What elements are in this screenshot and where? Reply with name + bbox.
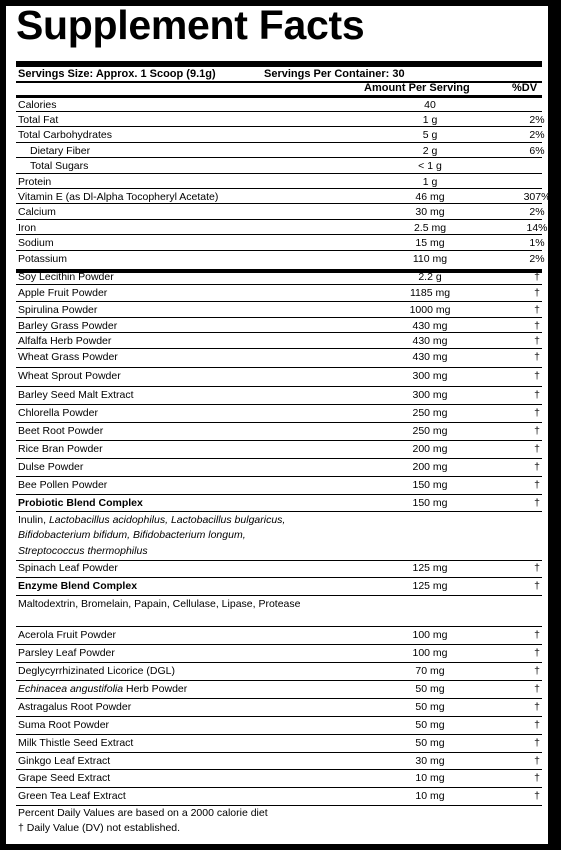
ingredient-row (18, 460, 542, 474)
ingredient-name: Parsley Leaf Powder (18, 647, 115, 659)
ingredient-row (18, 175, 542, 189)
row-separator (16, 301, 542, 302)
ingredient-row (18, 98, 542, 112)
daily-value-percent: † (534, 683, 540, 695)
ingredient-name: Calcium (18, 206, 56, 218)
ingredient-row (18, 579, 542, 593)
daily-value-percent: † (534, 425, 540, 437)
ingredient-name: Spirulina Powder (18, 304, 98, 316)
ingredient-name: Milk Thistle Seed Extract (18, 737, 134, 749)
amount-per-serving: 15 mg (415, 237, 445, 249)
amount-per-serving: 150 mg (412, 479, 448, 491)
row-separator (16, 662, 542, 663)
row-separator (16, 404, 542, 405)
ingredient-row (18, 754, 542, 768)
daily-value-percent: 2% (529, 206, 545, 218)
row-separator (16, 203, 542, 204)
amount-per-serving: 30 mg (415, 755, 445, 767)
ingredient-row (18, 424, 542, 438)
daily-value-percent: † (534, 562, 540, 574)
row-separator (16, 250, 542, 251)
daily-value-percent: † (534, 772, 540, 784)
amount-per-serving: 1 g (422, 176, 438, 188)
ingredient-name: Alfalfa Herb Powder (18, 335, 112, 347)
ingredient-row (18, 628, 542, 642)
ingredient-row (18, 270, 542, 284)
ingredient-row (18, 221, 548, 235)
daily-value-percent: † (534, 479, 540, 491)
ingredient-row (18, 319, 542, 333)
ingredient-name: Protein (18, 176, 52, 188)
daily-value-percent: † (534, 370, 540, 382)
amount-per-serving: 125 mg (412, 580, 448, 592)
ingredient-row (18, 682, 542, 696)
daily-value-percent: † (534, 719, 540, 731)
ingredient-name: Grape Seed Extract (18, 772, 111, 784)
row-separator (16, 458, 542, 459)
amount-per-serving: 430 mg (412, 335, 448, 347)
ingredient-row (18, 236, 545, 250)
row-separator (16, 716, 542, 717)
amount-per-serving: 430 mg (412, 351, 448, 363)
enzyme-ingredients: Maltodextrin, Bromelain, Papain, Cellulase, Lipase, Protease (18, 598, 301, 610)
row-separator (16, 595, 542, 596)
ingredient-name: Soy Lecithin Powder (18, 271, 114, 283)
daily-value-percent: 1% (529, 237, 545, 249)
panel-title: Supplement Facts (16, 2, 365, 48)
daily-value-percent: † (534, 497, 540, 509)
row-separator (16, 332, 542, 333)
daily-value-percent: † (534, 271, 540, 283)
servings-per-container: Servings Per Container: 30 (264, 68, 405, 80)
amount-per-serving: 70 mg (415, 665, 445, 677)
ingredient-name: Iron (18, 222, 37, 234)
ingredient-row (18, 334, 542, 348)
ingredient-row (18, 113, 545, 127)
row-separator (16, 805, 542, 806)
daily-value-percent: † (534, 701, 540, 713)
daily-value-percent: † (534, 755, 540, 767)
ingredient-name: Dietary Fiber (30, 145, 91, 157)
row-separator (16, 422, 542, 423)
ingredient-row (18, 718, 542, 732)
amount-per-serving: 250 mg (412, 407, 448, 419)
row-separator (16, 752, 542, 753)
daily-value-percent: 2% (529, 253, 545, 265)
ingredient-row (18, 303, 542, 317)
ingredient-row (18, 406, 542, 420)
row-separator (16, 126, 542, 127)
probiotic-ingredients-line-1: Inulin, Lactobacillus acidophilus, Lactobacillus bulgaricus, (18, 514, 286, 526)
row-separator (16, 769, 542, 770)
row-separator (16, 626, 542, 627)
daily-value-percent: † (534, 580, 540, 592)
amount-per-serving: 10 mg (415, 790, 445, 802)
ingredient-name: Bee Pollen Powder (18, 479, 108, 491)
ingredient-row (18, 388, 542, 402)
row-separator (16, 317, 542, 318)
row-separator (16, 698, 542, 699)
row-separator (16, 173, 542, 174)
row-separator (16, 219, 542, 220)
amount-per-serving: 10 mg (415, 772, 445, 784)
amount-per-serving: 1185 mg (409, 287, 451, 299)
daily-value-percent: 307% (523, 191, 551, 203)
daily-value-percent: 6% (529, 145, 545, 157)
ingredient-name: Potassium (18, 253, 68, 265)
row-separator (16, 511, 542, 512)
row-separator (16, 734, 542, 735)
row-separator (16, 348, 542, 349)
amount-per-serving-header: Amount Per Serving (364, 82, 470, 94)
amount-per-serving: 100 mg (412, 647, 448, 659)
footnote-daily-values: Percent Daily Values are based on a 2000 calorie diet (18, 807, 268, 819)
ingredient-name: Echinacea angustifolia Herb Powder (18, 683, 188, 695)
ingredient-row (18, 252, 545, 266)
dv-header: %DV (512, 82, 538, 94)
amount-per-serving: < 1 g (418, 160, 442, 172)
ingredient-name: Beet Root Powder (18, 425, 104, 437)
amount-per-serving: 46 mg (415, 191, 445, 203)
ingredient-row (18, 771, 542, 785)
ingredient-row (18, 159, 542, 173)
ingredient-row (18, 190, 551, 204)
amount-per-serving: 200 mg (412, 461, 448, 473)
amount-per-serving: 50 mg (415, 701, 445, 713)
amount-per-serving: 125 mg (412, 562, 448, 574)
ingredient-row (18, 369, 542, 383)
amount-per-serving: 50 mg (415, 737, 445, 749)
amount-per-serving: 50 mg (415, 719, 445, 731)
row-separator (16, 284, 542, 285)
ingredient-name: Astragalus Root Powder (18, 701, 132, 713)
ingredient-name: Total Fat (18, 114, 59, 126)
amount-per-serving: 40 (424, 99, 436, 111)
amount-per-serving: 1000 mg (409, 304, 451, 316)
ingredient-name: Ginkgo Leaf Extract (18, 755, 111, 767)
ingredient-row (18, 144, 545, 158)
row-separator (16, 142, 542, 143)
amount-per-serving: 150 mg (412, 497, 448, 509)
ingredient-name: Total Sugars (30, 160, 89, 172)
ingredient-row (18, 205, 545, 219)
row-separator (16, 367, 542, 368)
ingredient-name: Sodium (18, 237, 54, 249)
daily-value-percent: † (534, 335, 540, 347)
ingredient-row (18, 478, 542, 492)
row-separator (16, 440, 542, 441)
daily-value-percent: † (534, 461, 540, 473)
ingredient-name: Rice Bran Powder (18, 443, 103, 455)
ingredient-name: Calories (18, 99, 57, 111)
amount-per-serving: 30 mg (415, 206, 445, 218)
ingredient-name: Acerola Fruit Powder (18, 629, 117, 641)
ingredient-name: Green Tea Leaf Extract (18, 790, 126, 802)
ingredient-name: Barley Grass Powder (18, 320, 118, 332)
probiotic-ingredients-line-3: Streptococcus thermophilus (18, 545, 148, 557)
row-separator (16, 188, 542, 189)
serving-size: Servings Size: Approx. 1 Scoop (9.1g) (18, 68, 216, 80)
ingredient-row (18, 496, 542, 510)
ingredient-row (18, 789, 542, 803)
daily-value-percent: † (534, 351, 540, 363)
supplement-facts-panel (6, 2, 551, 844)
daily-value-percent: † (534, 737, 540, 749)
ingredient-name: Deglycyrrhizinated Licorice (DGL) (18, 665, 175, 677)
row-separator (16, 386, 542, 387)
ingredient-name: Wheat Grass Powder (18, 351, 118, 363)
ingredient-name: Probiotic Blend Complex (18, 497, 143, 509)
amount-per-serving: 250 mg (412, 425, 448, 437)
ingredient-row (18, 700, 542, 714)
daily-value-percent: 2% (529, 129, 545, 141)
daily-value-percent: 2% (529, 114, 545, 126)
ingredient-name: Vitamin E (as Dl-Alpha Tocopheryl Acetate) (18, 191, 219, 203)
amount-per-serving: 1 g (422, 114, 438, 126)
amount-per-serving: 300 mg (412, 389, 448, 401)
daily-value-percent: † (534, 320, 540, 332)
daily-value-percent: † (534, 287, 540, 299)
ingredient-row (18, 128, 545, 142)
ingredient-name: Dulse Powder (18, 461, 84, 473)
row-separator (16, 494, 542, 495)
row-separator (16, 157, 542, 158)
daily-value-percent: † (534, 407, 540, 419)
ingredient-name: Total Carbohydrates (18, 129, 112, 141)
row-separator (16, 787, 542, 788)
ingredient-name: Wheat Sprout Powder (18, 370, 121, 382)
ingredient-row (18, 664, 542, 678)
amount-per-serving: 50 mg (415, 683, 445, 695)
ingredient-name: Enzyme Blend Complex (18, 580, 138, 592)
amount-per-serving: 430 mg (412, 320, 448, 332)
daily-value-percent: † (534, 389, 540, 401)
amount-per-serving: 2.5 mg (413, 222, 447, 234)
ingredient-row (18, 350, 542, 364)
ingredient-name: Barley Seed Malt Extract (18, 389, 134, 401)
daily-value-percent: † (534, 443, 540, 455)
footnote-dagger: † Daily Value (DV) not established. (18, 822, 181, 834)
daily-value-percent: † (534, 304, 540, 316)
amount-per-serving: 200 mg (412, 443, 448, 455)
daily-value-percent: † (534, 629, 540, 641)
ingredient-name: Chlorella Powder (18, 407, 98, 419)
daily-value-percent: † (534, 647, 540, 659)
row-separator (16, 234, 542, 235)
row-separator (16, 577, 542, 578)
ingredient-row (18, 646, 542, 660)
ingredient-name: Spinach Leaf Powder (18, 562, 118, 574)
amount-per-serving: 110 mg (412, 253, 448, 265)
amount-per-serving: 100 mg (412, 629, 448, 641)
row-separator (16, 111, 542, 112)
ingredient-row (18, 286, 542, 300)
top-thick-rule (16, 61, 542, 67)
amount-per-serving: 5 g (422, 129, 438, 141)
ingredient-name: Apple Fruit Powder (18, 287, 108, 299)
ingredient-row (18, 442, 542, 456)
ingredient-row (18, 561, 542, 575)
probiotic-ingredients-line-2: Bifidobacterium bifidum, Bifidobacterium longum, (18, 529, 246, 541)
row-separator (16, 680, 542, 681)
amount-per-serving: 2 g (422, 145, 438, 157)
row-separator (16, 644, 542, 645)
ingredient-row (18, 736, 542, 750)
row-separator (16, 476, 542, 477)
daily-value-percent: † (534, 790, 540, 802)
amount-per-serving: 300 mg (412, 370, 448, 382)
amount-per-serving: 2.2 g (418, 271, 442, 283)
daily-value-percent: † (534, 665, 540, 677)
daily-value-percent: 14% (526, 222, 548, 234)
ingredient-name: Suma Root Powder (18, 719, 110, 731)
